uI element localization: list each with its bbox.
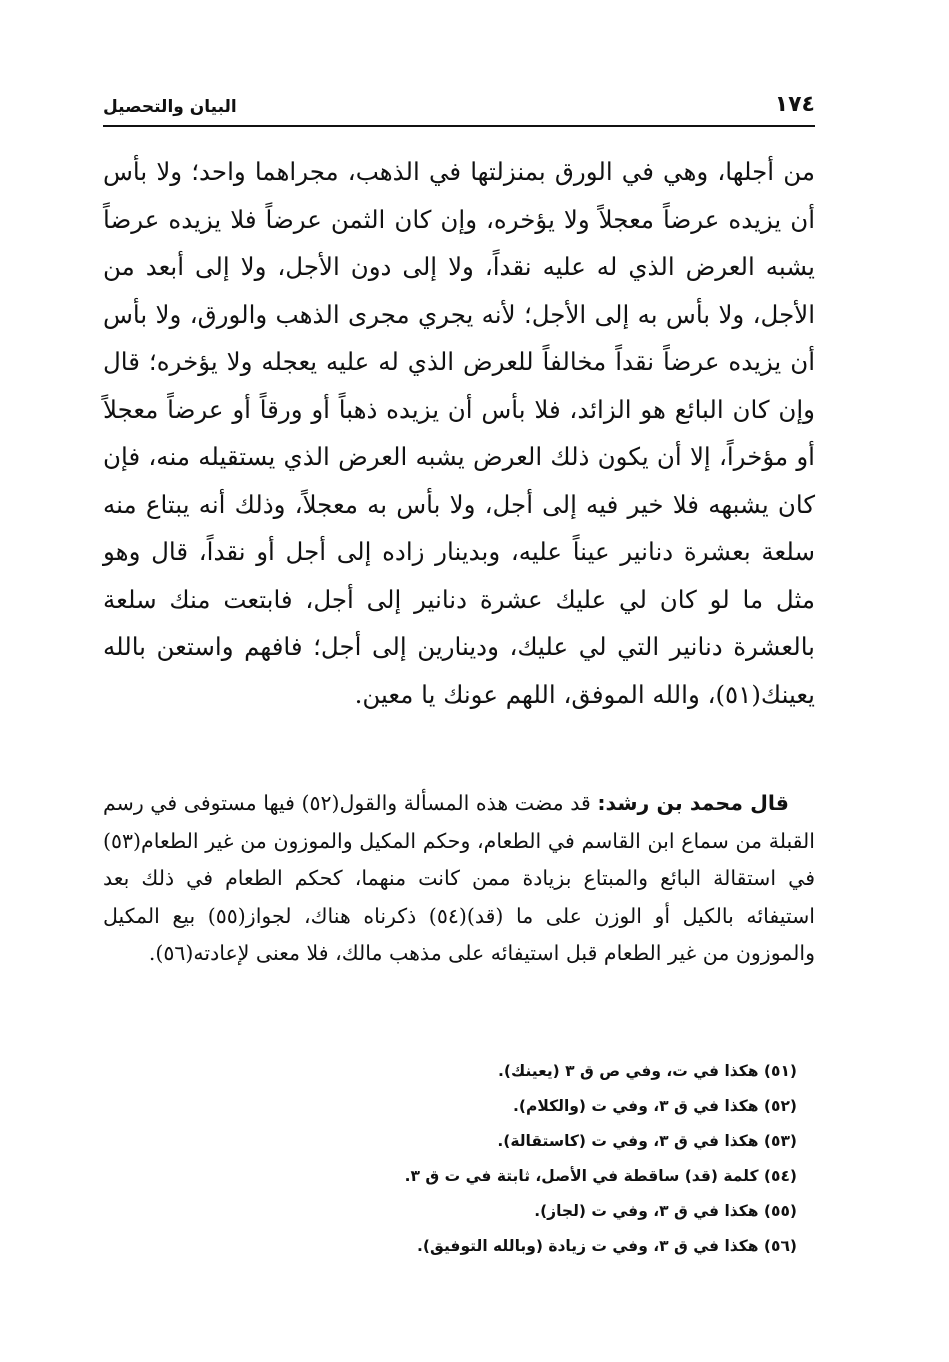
footnotes [103,1054,815,1264]
footnote: (٥٥) هكذا في ق ٣، وفي ت (لجاز). [534,1202,797,1220]
commentary-paragraph [103,785,815,973]
book-title: البيان والتحصيل [103,97,237,117]
footnote: (٥٣) هكذا في ق ٣، وفي ت (كاستقالة). [497,1132,797,1150]
footnote: (٥٦) هكذا في ق ٣، وفي ت زيادة (وبالله التوفيق). [417,1237,797,1255]
paragraph-one: من أجلها، وهي في الورق بمنزلتها في الذهب، مجراهما واحد؛ ولا بأس أن يزيده عرضاً معجلاً ولا يؤخره، وإن كان الثمن عرضاً فلا يزيده عرضاً يشبه العرض الذي له عليه نقداً، ولا إلى دون الأجل، ولا إلى أبعد من الأجل، ولا بأس به إلى الأجل؛ لأنه يجري مجرى الذهب والورق، ولا بأس أن يزيده عرضاً نقداً مخالفاً للعرض الذي له عليه يعجله ولا يؤخره؛ قال وإن كان البائع هو الزائد، فلا بأس أن يزيده ذهباً أو ورقاً أو عرضاً معجلاً أو مؤخراً، إلا أن يكون ذلك العرض يشبه العرض الذي يستقيله منه، فإن كان يشبهه فلا خير فيه إلى أجل، ولا بأس به معجلاً، وذلك أنه يبتاع منه سلعة بعشرة دنانير عيناً عليه، وبدينار زاده إلى أجل أو نقداً، قال وهو مثل ما لو كان لي عليك عشرة دنانير إلى أجل، فابتعت منك سلعة بالعشرة دنانير التي لي عليك، ودينارين إلى أجل؛ فافهم واستعن بالله يعينك(٥١)، والله الموفق، اللهم عونك يا معين. [103,157,815,709]
commentary-lead: قال محمد بن رشد: [597,791,789,815]
commentary-text: قد مضت هذه المسألة والقول(٥٢) فيها مستوفى في رسم القبلة من سماع ابن القاسم في الطعام، وحكم المكيل والموزون من غير الطعام(٥٣) في استقالة البائع والمبتاع بزيادة ممن كانت منهما، كحكم الطعام في ذلك بعد استيفائه بالكيل أو الوزن على ما (قد)(٥٤) ذكرناه هناك، لجواز(٥٥) بيع المكيل والموزون من غير الطعام قبل استيفائه على مذهب مالك، فلا معنى لإعادته(٥٦). [103,791,815,966]
footnote: (٥٤) كلمة (قد) ساقطة في الأصل، ثابتة في ت ق ٣. [404,1167,797,1185]
footnote: (٥١) هكذا في ت، وفي ص ق ٣ (يعينك). [498,1062,797,1080]
page-number: ١٧٤ [774,92,815,117]
footnote: (٥٢) هكذا في ق ٣، وفي ت (والكلام). [513,1097,797,1115]
main-text-block [103,148,815,718]
running-header [103,92,815,127]
